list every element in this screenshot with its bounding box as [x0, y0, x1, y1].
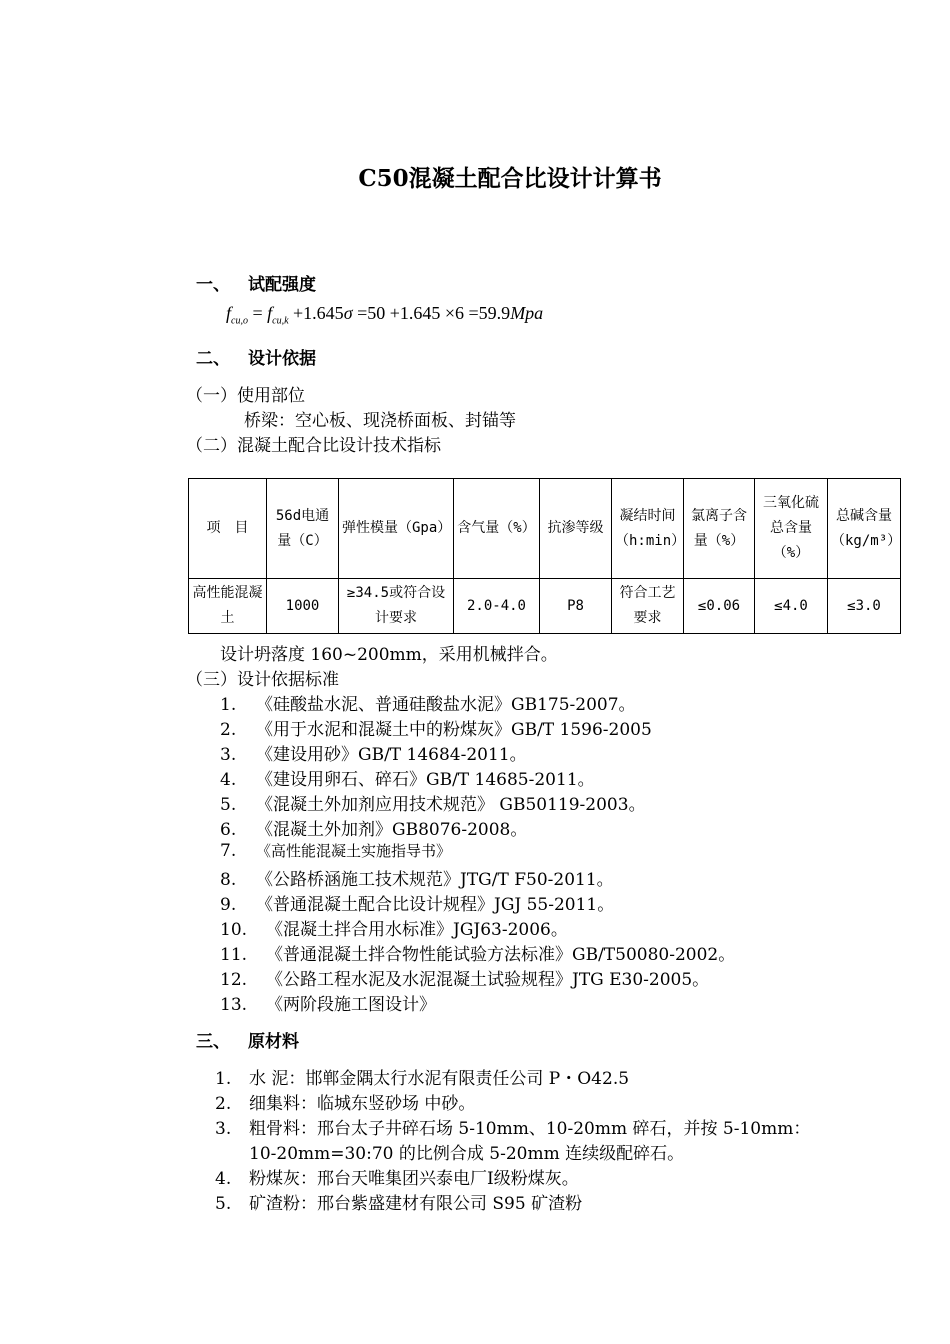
list-item: 2. 《用于水泥和混凝土中的粉煤灰》GB/T 1596-2005: [220, 720, 652, 740]
list-item: 6. 《混凝土外加剂》GB8076-2008。: [220, 820, 528, 840]
subsection-standards: （三）设计依据标准: [186, 670, 339, 690]
section-3-heading: [196, 1027, 299, 1052]
section-title: 试配强度: [248, 275, 316, 295]
list-item: 1. 《硅酸盐水泥、普通硅酸盐水泥》GB175-2007。: [220, 695, 636, 715]
table-cell: 符合工艺要求: [612, 579, 684, 634]
table-cell: ≥34.5或符合设计要求: [339, 579, 454, 634]
table-header-cell: 总碱含量（kg/m³）: [828, 479, 901, 579]
list-item: 3. 粗骨料：邢台太子井碎石场 5-10mm、10-20mm 碎石，并按 5-10mm：: [215, 1119, 811, 1139]
list-item: 11. 《普通混凝土拌合物性能试验方法标准》GB/T50080-2002。: [220, 945, 736, 965]
section-number: 三、: [196, 1032, 230, 1052]
list-item: 10-20mm=30:70 的比例合成 5-20mm 连续级配碎石。: [249, 1144, 685, 1164]
table-header-cell: 抗渗等级: [540, 479, 612, 579]
list-item: 8. 《公路桥涵施工技术规范》JTG/T F50-2011。: [220, 870, 614, 890]
table-cell: ≤4.0: [755, 579, 828, 634]
list-item: 4. 《建设用卵石、碎石》GB/T 14685-2011。: [220, 770, 595, 790]
table-header-row: [189, 479, 901, 579]
table-header-cell: 56d电通量（C）: [267, 479, 339, 579]
table-row: [189, 579, 901, 634]
section-number: 一、: [196, 275, 230, 295]
list-item: 9. 《普通混凝土配合比设计规程》JGJ 55-2011。: [220, 895, 615, 915]
section-title: 设计依据: [248, 349, 316, 369]
table-cell: 2.0-4.0: [454, 579, 540, 634]
spec-table: [188, 478, 901, 634]
table-header-cell: 弹性模量（Gpa）: [339, 479, 454, 579]
table-cell: P8: [540, 579, 612, 634]
table-cell: 1000: [267, 579, 339, 634]
list-item: 4. 粉煤灰：邢台天唯集团兴泰电厂Ⅰ级粉煤灰。: [215, 1169, 579, 1189]
list-item: 10. 《混凝土拌合用水标准》JGJ63-2006。: [220, 920, 568, 940]
list-item: 12. 《公路工程水泥及水泥混凝土试验规程》JTG E30-2005。: [220, 970, 710, 990]
strength-formula: $f_{cu,o} = f_{cu,k} +1.645\sigma =50 +1.645 \times 6 =59.9Mpa$: [226, 303, 544, 327]
table-header-cell: 含气量（%）: [454, 479, 540, 579]
section-2-heading: [196, 344, 316, 369]
list-item: 5. 矿渣粉：邢台紫盛建材有限公司 S95 矿渣粉: [215, 1194, 583, 1214]
list-item: 3. 《建设用砂》GB/T 14684-2011。: [220, 745, 527, 765]
slump-note: 设计坍落度 160~200mm，采用机械拌合。: [220, 645, 558, 665]
subsection-usage: （一）使用部位: [186, 386, 305, 406]
table-header-cell: 项 目: [189, 479, 267, 579]
list-item: 7. 《高性能混凝土实施指导书》: [220, 841, 452, 861]
table-header-cell: 氯离子含量（%）: [684, 479, 755, 579]
table-header-cell: 凝结时间（h:min）: [612, 479, 684, 579]
list-item: 2. 细集料：临城东竖砂场 中砂。: [215, 1094, 476, 1114]
section-1-heading: [196, 270, 316, 295]
usage-text: 桥梁：空心板、现浇桥面板、封锚等: [244, 411, 516, 431]
subsection-indicators: （二）混凝土配合比设计技术指标: [186, 436, 441, 456]
list-item: 5. 《混凝土外加剂应用技术规范》 GB50119-2003。: [220, 795, 646, 815]
table-cell: ≤3.0: [828, 579, 901, 634]
section-number: 二、: [196, 349, 230, 369]
page-title: C50混凝土配合比设计计算书: [358, 165, 662, 192]
list-item: 1. 水 泥：邯郸金隅太行水泥有限责任公司 P・O42.5: [215, 1069, 630, 1089]
table-cell: ≤0.06: [684, 579, 755, 634]
table-header-cell: 三氧化硫总含量（%）: [755, 479, 828, 579]
list-item: 13. 《两阶段施工图设计》: [220, 995, 436, 1015]
section-title: 原材料: [248, 1032, 299, 1052]
table-cell: 高性能混凝土: [189, 579, 267, 634]
